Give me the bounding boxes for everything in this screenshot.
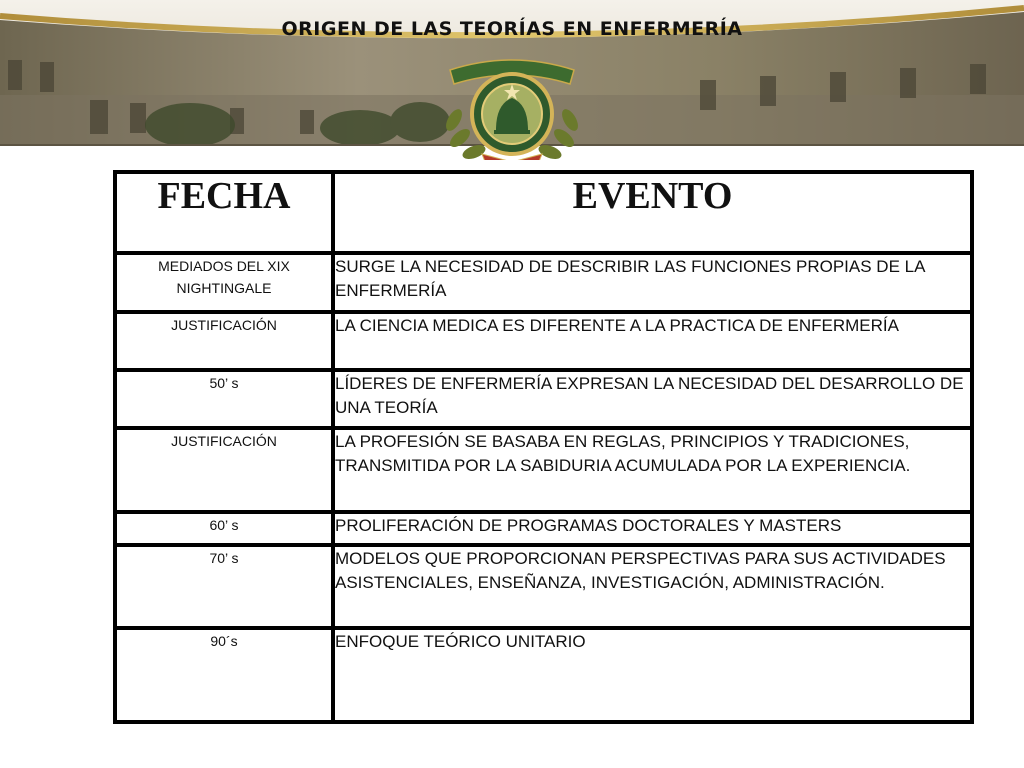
- fecha-cell: [117, 314, 335, 372]
- table-row: [117, 630, 970, 720]
- evento-cell: LA CIENCIA MEDICA ES DIFERENTE A LA PRACTICA DE ENFERMERÍA: [335, 314, 970, 372]
- table-header-row: [117, 174, 970, 255]
- fecha-cell: [117, 514, 335, 547]
- fecha-text: 50’ s: [209, 374, 239, 391]
- evento-cell: MODELOS QUE PROPORCIONAN PERSPECTIVAS PARA SUS ACTIVIDADES ASISTENCIALES, ENSEÑANZA, INVESTIGACIÓN, ADMINISTRACIÓN.: [335, 547, 970, 630]
- fecha-cell: [117, 547, 335, 630]
- table-row: [117, 514, 970, 547]
- university-seal-icon: [432, 50, 592, 160]
- fecha-text: 90´s: [210, 633, 238, 650]
- timeline-table: [117, 174, 970, 720]
- table-row: [117, 314, 970, 372]
- table-row: [117, 255, 970, 313]
- column-header-evento: EVENTO: [335, 174, 970, 255]
- evento-cell: SURGE LA NECESIDAD DE DESCRIBIR LAS FUNCIONES PROPIAS DE LA ENFERMERÍA: [335, 255, 970, 313]
- column-header-fecha: FECHA: [117, 174, 335, 255]
- evento-cell: LA PROFESIÓN SE BASABA EN REGLAS, PRINCIPIOS Y TRADICIONES, TRANSMITIDA POR LA SABIDURIA ACUMULADA POR LA EXPERIENCIA.: [335, 430, 970, 513]
- fecha-cell: [117, 372, 335, 430]
- fecha-text: JUSTIFICACIÓN: [171, 433, 277, 450]
- fecha-text: NIGHTINGALE: [176, 280, 272, 297]
- fecha-text: JUSTIFICACIÓN: [171, 316, 277, 333]
- table-row: [117, 547, 970, 630]
- slide-title: ORIGEN DE LAS TEORÍAS EN ENFERMERÍA: [281, 18, 743, 40]
- table-row: [117, 372, 970, 430]
- fecha-cell: [117, 430, 335, 513]
- evento-cell: LÍDERES DE ENFERMERÍA EXPRESAN LA NECESIDAD DEL DESARROLLO DE UNA TEORÍA: [335, 372, 970, 430]
- fecha-text: MEDIADOS DEL XIX: [158, 258, 290, 275]
- fecha-text: 60’ s: [209, 516, 239, 533]
- timeline-table-frame: [113, 170, 974, 724]
- fecha-cell: [117, 630, 335, 720]
- evento-cell: ENFOQUE TEÓRICO UNITARIO: [335, 630, 970, 720]
- evento-cell: PROLIFERACIÓN DE PROGRAMAS DOCTORALES Y MASTERS: [335, 514, 970, 547]
- header-banner: [0, 0, 1024, 160]
- fecha-text: 70’ s: [209, 549, 239, 566]
- fecha-cell: [117, 255, 335, 313]
- table-row: [117, 430, 970, 513]
